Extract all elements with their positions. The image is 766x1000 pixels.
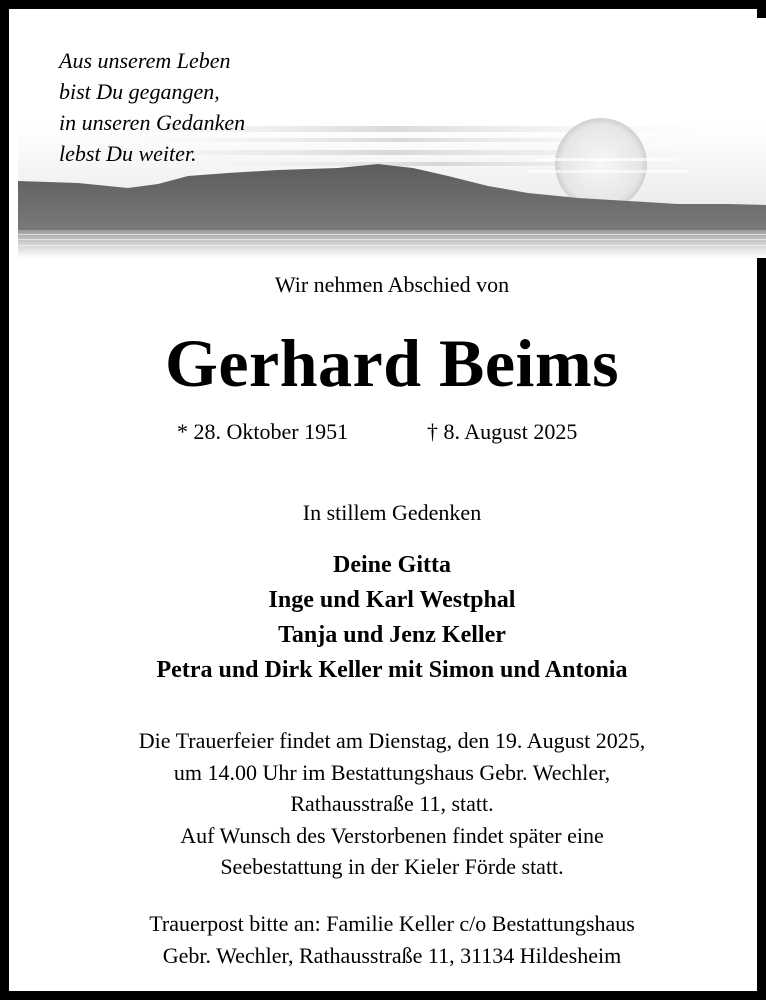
poem-line: Aus unserem Leben (59, 48, 231, 73)
condolence-address (9, 908, 766, 971)
poem-line: bist Du gegangen, (59, 79, 220, 104)
ceremony-line: Die Trauerfeier findet am Dienstag, den 19. August 2025, (138, 728, 646, 753)
remembrance-line: In stillem Gedenken (302, 500, 482, 525)
mourner-entry: Deine Gitta (333, 552, 451, 578)
address-line: Trauerpost bitte an: Familie Keller c/o Bestattungshaus (149, 911, 635, 936)
poem-line: in unseren Gedanken (59, 110, 246, 135)
death-date: † 8. August 2025 (427, 419, 578, 444)
poem-line: lebst Du weiter. (59, 141, 197, 166)
memorial-poem (59, 45, 245, 169)
mourner-entry: Petra und Dirk Keller mit Simon und Antonia (156, 657, 628, 683)
address-line: Gebr. Wechler, Rathausstraße 11, 31134 Hildesheim (162, 942, 622, 968)
mourner-entry: Tanja und Jenz Keller (278, 622, 506, 648)
ceremony-line: Rathausstraße 11, statt. (290, 791, 494, 816)
ceremony-line: um 14.00 Uhr im Bestattungshaus Gebr. Wechler, (173, 759, 611, 785)
ceremony-line: Seebestattung in der Kieler Förde statt. (220, 854, 564, 879)
birth-date: * 28. Oktober 1951 (177, 419, 349, 444)
farewell-intro: Wir nehmen Abschied von (274, 272, 510, 297)
mourners-list (9, 548, 766, 688)
deceased-name: Gerhard Beims (164, 325, 620, 401)
mourner-entry: Inge und Karl Westphal (268, 587, 516, 613)
ceremony-line: Auf Wunsch des Verstorbenen findet später eine (180, 822, 604, 848)
ceremony-notice (9, 725, 766, 883)
sun-shape (555, 118, 647, 210)
